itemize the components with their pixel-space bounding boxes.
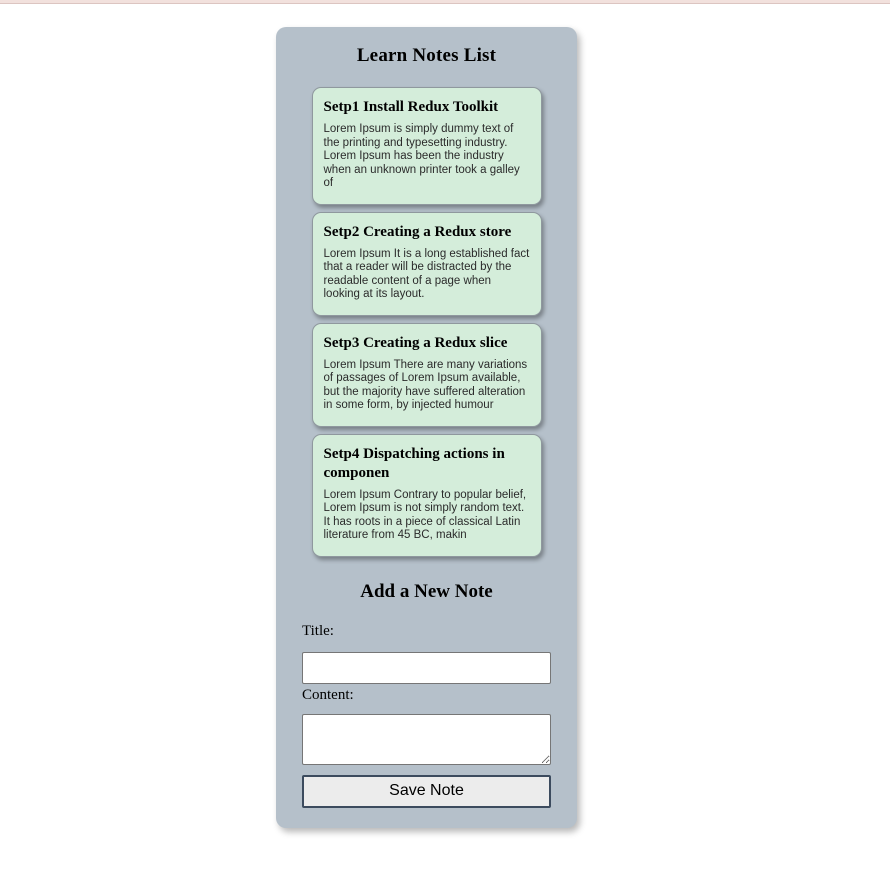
note-title: Setp3 Creating a Redux slice xyxy=(323,334,508,351)
notes-panel xyxy=(276,27,577,828)
note-content: Lorem Ipsum It is a long established fact that a reader will be distracted by the readable content of a page when looking at its layout. xyxy=(323,247,530,300)
notes-list xyxy=(276,87,577,557)
top-accent-bar xyxy=(0,0,890,4)
save-note-button[interactable]: Save Note xyxy=(302,775,551,808)
note-content: Lorem Ipsum is simply dummy text of the printing and typesetting industry. Lorem Ipsum has been the industry when an unknown printer took a galley of xyxy=(323,123,520,189)
note-card xyxy=(312,87,542,205)
note-card xyxy=(312,212,542,316)
note-title: Setp2 Creating a Redux store xyxy=(323,223,512,240)
title-input[interactable] xyxy=(302,652,551,684)
note-title: Setp1 Install Redux Toolkit xyxy=(323,99,499,115)
note-title: Setp4 Dispatching actions in componen xyxy=(323,445,505,481)
note-content: Lorem Ipsum There are many variations of passages of Lorem Ipsum available, but the majority have suffered alteration in some form, by injected humour xyxy=(323,358,528,411)
note-card xyxy=(312,323,542,427)
panel-title: Learn Notes List xyxy=(356,45,497,66)
add-note-form xyxy=(302,623,551,808)
title-label: Title: xyxy=(302,622,334,639)
content-textarea[interactable] xyxy=(302,714,551,765)
note-card xyxy=(312,434,542,557)
note-content: Lorem Ipsum Contrary to popular belief, Lorem Ipsum is not simply random text. It has roots in a piece of classical Latin literature from 45 BC, makin xyxy=(323,488,527,541)
content-label: Content: xyxy=(302,686,354,703)
add-note-form-title: Add a New Note xyxy=(360,580,493,602)
